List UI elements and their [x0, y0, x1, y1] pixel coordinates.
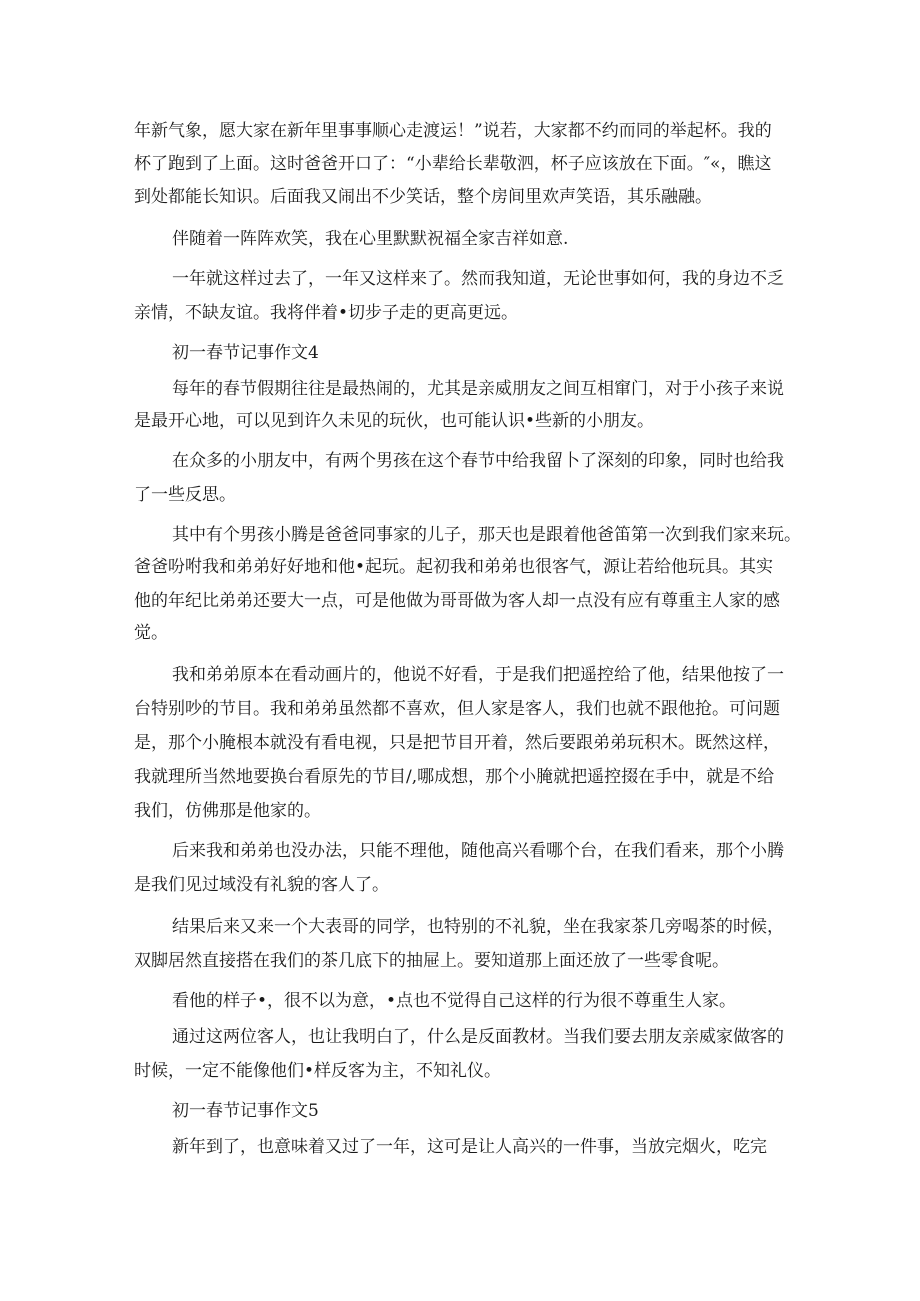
paragraph-line: 亲情，不缺友谊。我将伴着•切步子走的更高更远。 [134, 303, 519, 323]
paragraph-line: 到处都能长知识。后面我又闹出不少笑话，整个房间里欢声笑语，其乐融融。 [134, 187, 712, 207]
paragraph-line: 每年的春节假期往往是最热闹的，尤其是亲威朋友之间互相窜门，对于小孩子来说 [172, 379, 784, 399]
paragraph-line: 是，那个小腌根本就没有看电视，只是把节目开着，然后要跟弟弟玩积木。既然这样， [134, 733, 780, 753]
paragraph-line: 我就理所当然地要换台看原先的节目/,哪成想，那个小腌就把遥控掇在手中，就是不给 [134, 767, 775, 787]
paragraph-line: 双脚居然直接搭在我们的茶几底下的抽屉上。要知道那上面还放了一些零食呢。 [134, 951, 729, 971]
paragraph-line: 其中有个男孩小腾是爸爸同事家的儿子，那天也是跟着他爸笛第一次到我们家来玩。 [172, 525, 801, 545]
paragraph-line: 是我们见过域没有礼貌的客人了。 [134, 875, 389, 895]
paragraph-line: 觉。 [134, 623, 168, 643]
paragraph-line: 后来我和弟弟也没办法，只能不理他，随他高兴看哪个台，在我们看来，那个小腾 [172, 841, 784, 861]
section-heading: 初一春节记事作文4 [172, 343, 319, 363]
paragraph-line: 台特别吵的节目。我和弟弟虽然都不喜欢，但人家是客人，我们也就不跟他抢。可问题 [134, 699, 780, 719]
paragraph-line: 一年就这样过去了，一年又这样来了。然而我知道，无论世事如何，我的身边不乏 [172, 269, 784, 289]
paragraph-line: 在众多的小朋友中，有两个男孩在这个春节中给我留卜了深刻的印象，同时也给我 [172, 451, 784, 471]
paragraph-line: 新年到了，也意味着又过了一年，这可是让人高兴的一件事，当放完烟火，吃完 [172, 1137, 767, 1157]
paragraph-line: 爸爸吩咐我和弟弟好好地和他•起玩。起初我和弟弟也很客气，源让若给他玩具。其实 [134, 557, 774, 577]
paragraph-line: 了一些反思。 [134, 485, 236, 505]
paragraph-line: 时候，一定不能像他们•样反客为主，不知礼仪。 [134, 1061, 502, 1081]
paragraph-line: 年新气象，愿大家在新年里事事顺心走渡运！”说若，大家都不约而同的举起杯。我的 [134, 121, 772, 141]
paragraph-line: 我和弟弟原本在看动画片的，他说不好看，于是我们把遥控给了他，结果他按了一 [172, 665, 784, 685]
paragraph-line: 是最开心地，可以见到许久未见的玩伙，也可能认识•些新的小朋友。 [134, 411, 655, 431]
paragraph-line: 结果后来又来一个大表哥的同学，也特别的不礼貌，坐在我家茶几旁喝茶的时候， [172, 917, 784, 937]
paragraph-line: 我们，仿佛那是他家的。 [134, 801, 321, 821]
paragraph-line: 伴随着一阵阵欢笑，我在心里默默祝福全家吉祥如意. [172, 229, 569, 249]
paragraph-line: 看他的样子•，很不以为意，•点也不觉得自己这样的行为很不尊重生人家。 [172, 991, 737, 1011]
paragraph-line: 通过这两位客人，也让我明白了，什么是反面教材。当我们要去朋友亲威家做客的 [172, 1027, 784, 1047]
paragraph-line: 他的年纪比弟弟还要大一点，可是他做为哥哥做为客人却一点没有应有尊重主人家的感 [134, 591, 780, 611]
paragraph-line: 杯了跑到了上面。这时爸爸开口了：“小辈给长辈敬泗，杯子应该放在下面。″«，瞧这 [134, 154, 772, 174]
section-heading: 初一春节记事作文5 [172, 1101, 319, 1121]
